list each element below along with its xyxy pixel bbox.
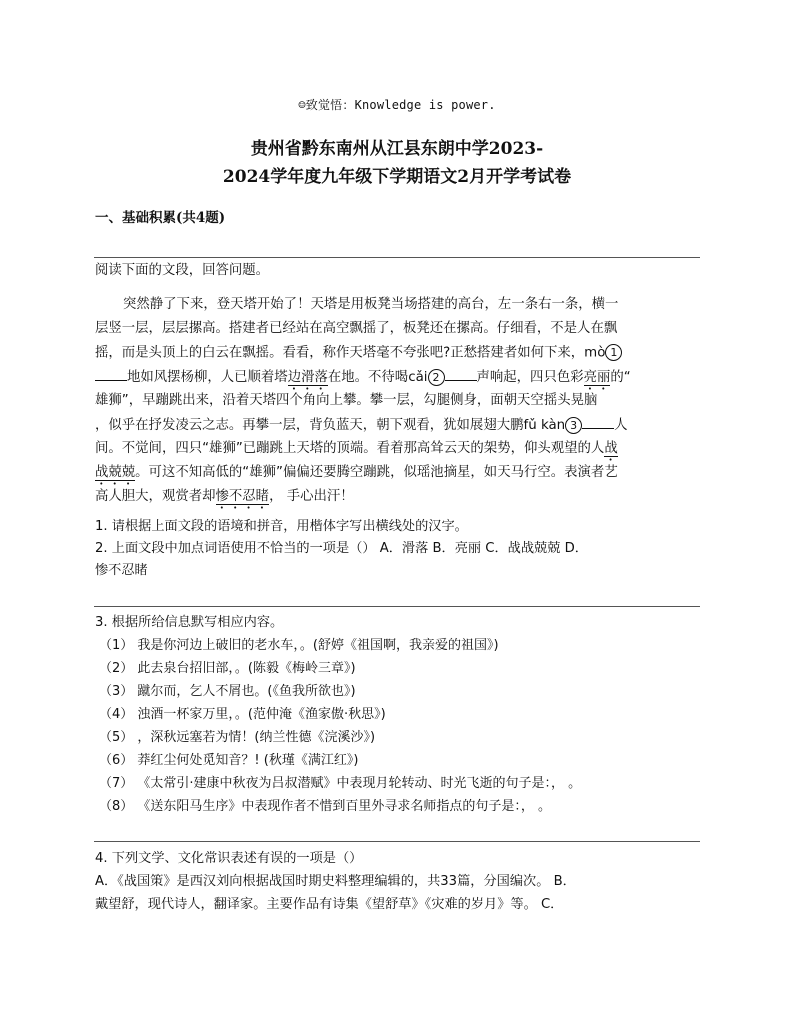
passage-line: 雄狮”，早蹦跳出来，沿着天塔四个角向上攀。攀一层，勾腿侧身，面朝天空摇头晃脑: [95, 393, 598, 408]
passage-text: ， 手心出汗！: [269, 489, 354, 504]
question-4-option: A．《战国策》是西汉刘向根据战国时期史料整理编辑的，共33篇，分国编次。 B．: [95, 874, 576, 889]
question-2: 2. 上面文段中加点词语使用不恰当的一项是（） A．滑落 B．亮丽 C．战战兢兢 D．: [95, 541, 588, 556]
fill-item: （1） 我是你河边上破旧的老水车，。(舒婷《祖国啊，我亲爱的祖国》): [99, 638, 499, 653]
passage-prompt: 阅读下面的文段，回答问题。: [95, 263, 270, 278]
question-1: 1. 请根据上面文段的语境和拼音，用楷体字写出横线处的汉字。: [95, 519, 468, 534]
passage-line: 层竖一层，层层摞高。搭建者已经站在高空飘摇了，板凳还在摞高。仔细看，不是人在飘: [95, 321, 618, 336]
passage-text: 。可这不知高低的“雄狮”偏偏还要腾空蹦跳，似瑶池摘星，如天马行空。表演者艺: [135, 465, 618, 480]
marked-word: 惨不忍睹: [215, 489, 270, 504]
blank-marker: 3: [565, 417, 582, 434]
question-2-cont: 惨不忍睹: [95, 563, 148, 578]
passage-text: 声响起，四只色彩: [476, 370, 584, 385]
fill-item: （7） 《太常引·建康中秋夜为吕叔潜赋》中表现月轮转动、时光飞逝的句子是：， 。: [99, 776, 582, 791]
passage-line: 突然静了下来，登天塔开始了！天塔是用板凳当场搭建的高台，左一条右一条，横一: [123, 297, 619, 312]
passage-line: [95, 416, 628, 435]
fill-item: （5） ，深秋远塞若为情！(纳兰性德《浣溪沙》): [99, 730, 376, 745]
fill-item: （3） 蹴尔而，乞人不屑也。(《鱼我所欲也》): [99, 684, 356, 699]
passage-text: 高人胆大，观赏者却: [95, 489, 216, 504]
answer-blank[interactable]: [582, 416, 614, 429]
fill-item: （2） 此去泉台招旧部，。(陈毅《梅岭三章》): [99, 661, 356, 676]
question-3-stem: 3. 根据所给信息默写相应内容。: [95, 615, 284, 630]
passage-line: [95, 344, 622, 363]
passage-line: [95, 440, 618, 464]
divider: [94, 257, 700, 258]
exam-title-line2: 2024学年度九年级下学期语文2月开学考试卷: [222, 167, 572, 187]
section-heading: 一、基础积累(共4题): [95, 210, 226, 226]
passage-text: ，似乎在抒发凌云之志。再攀一层，背负蓝天，朝下观看，犹如展翅大鹏fǔ kàn: [95, 418, 566, 433]
passage-line: [95, 368, 631, 393]
fill-item: （6） 莽红尘何处觅知音？! (秋瑾《满江红》): [99, 753, 359, 768]
marked-word: 边滑落: [287, 370, 328, 385]
passage-text: 人: [614, 418, 628, 433]
marked-word: 战: [604, 441, 618, 456]
passage-text: 地如风摆杨柳，人已顺着塔: [127, 370, 288, 385]
fill-item: （8） 《送东阳马生序》中表现作者不惜到百里外寻求名师指点的句子是：， 。: [99, 799, 552, 814]
answer-blank[interactable]: [445, 368, 477, 381]
fill-item: （4） 浊酒一杯家万里，。(范仲淹《渔家傲·秋思》): [99, 707, 386, 722]
blank-marker: 2: [428, 369, 445, 386]
passage-text: 间。不觉间，四只“雄狮”已蹦跳上天塔的顶端。看着那高耸云天的架势，仰头观望的人: [95, 441, 605, 456]
passage-text: 摇，而是头顶上的白云在飘摇。看看，称作天塔毫不夸张吧?正愁搭建者如何下来，mò: [95, 345, 606, 361]
exam-title-line1: 贵州省黔东南州从江县东朗中学2023-: [250, 139, 544, 159]
motto-line: ☺致觉悟：Knowledge is power.: [298, 98, 496, 112]
divider: [94, 841, 700, 842]
answer-blank[interactable]: [95, 368, 127, 381]
question-4-option: 戴望舒，现代诗人，翻译家。主要作品有诗集《望舒草》《灾难的岁月》等。 C．: [95, 897, 564, 912]
marked-word: 亮丽: [583, 370, 611, 385]
passage-text: 在地。不待喝cǎi: [327, 370, 428, 385]
divider: [94, 606, 700, 607]
question-4-stem: 4. 下列文学、文化常识表述有误的一项是（）: [95, 851, 363, 866]
passage-line: [95, 464, 618, 488]
passage-line: [95, 488, 354, 512]
passage-text: 的“: [610, 370, 631, 385]
blank-marker: 1: [605, 344, 622, 361]
marked-word: 战兢兢: [95, 465, 136, 480]
